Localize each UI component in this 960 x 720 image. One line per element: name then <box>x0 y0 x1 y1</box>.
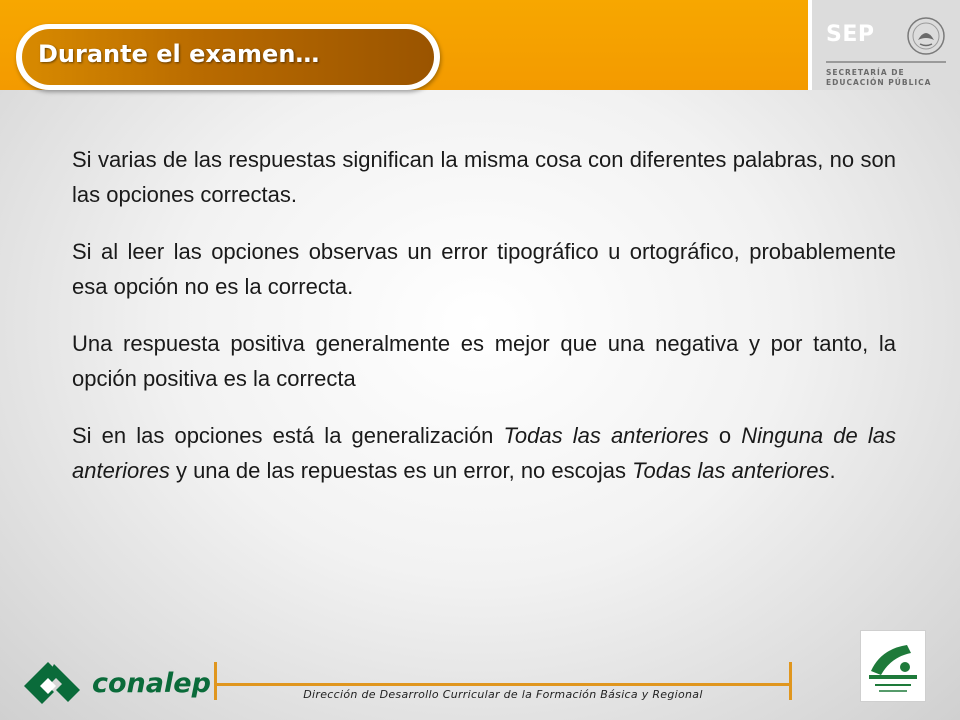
sep-logo-text: SEP <box>826 22 875 47</box>
sep-subtitle-line1: SECRETARÍA DE <box>826 68 905 77</box>
footer-caption: Dirección de Desarrollo Curricular de la Formación Básica y Regional <box>303 688 703 701</box>
slide-body <box>72 142 896 510</box>
p4-italic-d: Ninguna de las anteriores <box>72 423 896 483</box>
sep-subtitle-line2: EDUCACIÓN PÚBLICA <box>826 78 932 87</box>
p4-text-a: Si en las opciones está la generalización <box>72 423 504 448</box>
sep-logo-subtitle <box>826 68 932 88</box>
conalep-brand-text: conalep <box>92 668 211 699</box>
p4-italic-f: Todas las anteriores <box>632 458 830 483</box>
paragraph-4 <box>72 418 896 488</box>
green-emblem-icon <box>860 630 926 702</box>
mexico-seal-icon <box>906 16 946 56</box>
slide-title: Durante el examen… <box>38 40 320 68</box>
p4-text-e: y una de las repuestas es un error, no escojas <box>169 458 633 483</box>
footer-rule <box>214 683 792 686</box>
paragraph-2: Si al leer las opciones observas un error tipográfico u ortográfico, probablemente esa opción no es la correcta. <box>72 239 896 299</box>
paragraph-3: Una respuesta positiva generalmente es mejor que una negativa y por tanto, la opción positiva es la correcta <box>72 331 896 391</box>
p4-italic-b: Todas las anteriores <box>503 423 709 448</box>
p4-text-c: o <box>708 423 742 448</box>
conalep-logo-icon <box>18 656 90 708</box>
sep-logo-rule <box>826 61 946 63</box>
paragraph-1: Si varias de las respuestas significan la misma cosa con diferentes palabras, no son las opciones correctas. <box>72 147 896 207</box>
p4-text-g: . <box>829 458 836 483</box>
